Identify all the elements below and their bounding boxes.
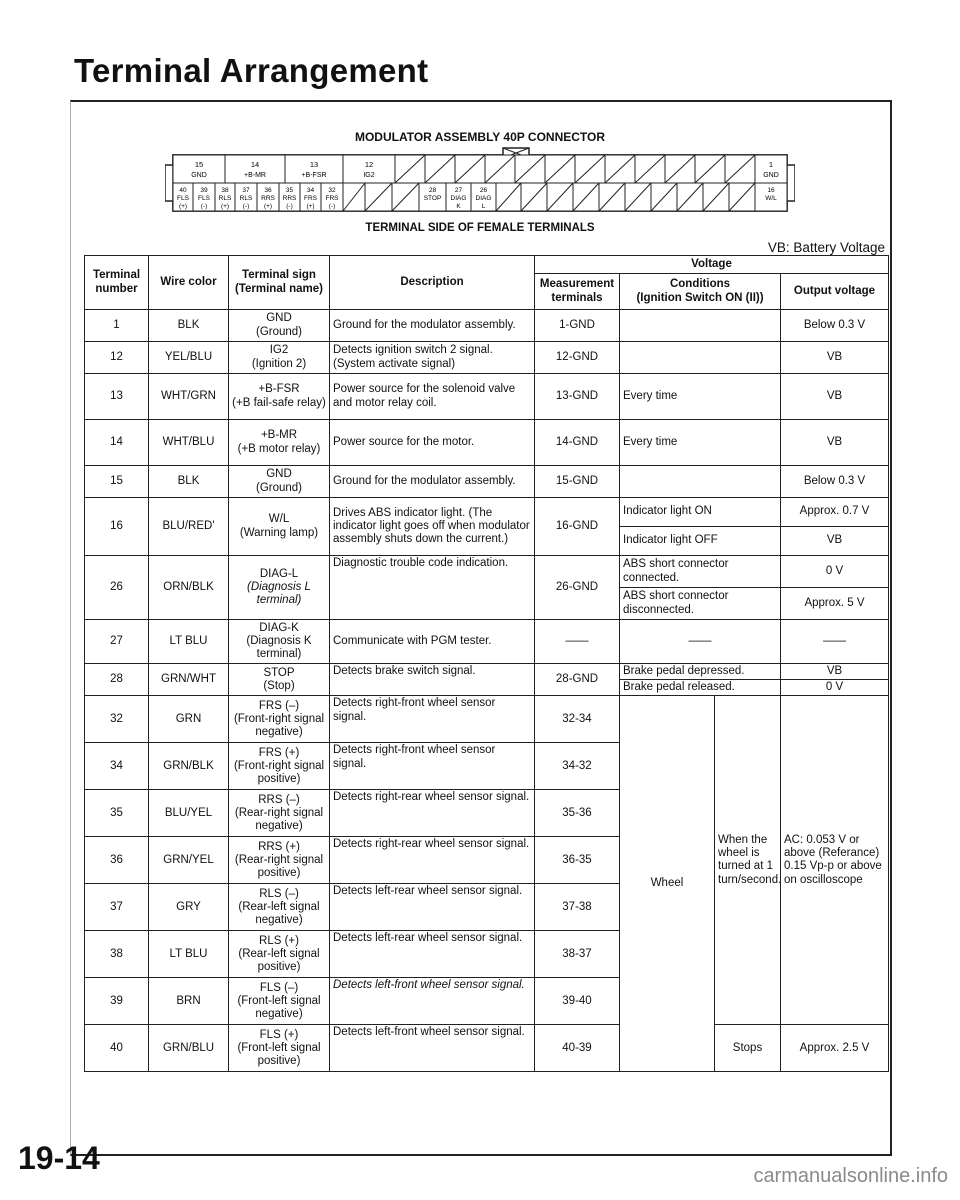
terminal-sign bbox=[229, 931, 330, 978]
sign: RRS (+) bbox=[258, 840, 300, 853]
terminal-number: 27 bbox=[85, 620, 149, 664]
sign: IG2 bbox=[269, 344, 289, 357]
table-row bbox=[85, 420, 889, 466]
sign-name: (Stop) bbox=[263, 679, 295, 692]
terminal-sign bbox=[229, 556, 330, 620]
output-voltage: Approx. 0.7 V bbox=[781, 498, 889, 527]
header-terminal-sign-line: Terminal sign bbox=[242, 269, 316, 282]
header-terminal-name-line: (Terminal name) bbox=[235, 282, 323, 295]
sign: +B-FSR bbox=[258, 383, 300, 396]
header-conditions-line: Conditions bbox=[669, 278, 731, 291]
sign-name: (Diagnosis K terminal) bbox=[246, 634, 312, 661]
cavity-number: 27 bbox=[454, 187, 463, 194]
terminal-side-label: TERMINAL SIDE OF FEMALE TERMINALS bbox=[365, 222, 595, 234]
sign: DIAG-L bbox=[259, 567, 299, 580]
condition: ABS short connector disconnected. bbox=[620, 588, 781, 620]
sign: RLS (+) bbox=[259, 934, 299, 947]
condition: ABS short connector connected. bbox=[620, 556, 781, 588]
description: Detects ignition switch 2 signal. (System activate signal) bbox=[330, 342, 535, 374]
wire-color: WHT/BLU bbox=[149, 420, 229, 466]
sign-name: (Ground) bbox=[255, 325, 303, 338]
cavity-number: 13 bbox=[309, 160, 319, 169]
output-voltage: 0 V bbox=[781, 680, 889, 696]
condition: Every time bbox=[620, 374, 781, 420]
vb-note: VB: Battery Voltage bbox=[767, 240, 885, 255]
cavity-polarity: (+) bbox=[306, 203, 315, 210]
sign-name: (Front-left signal negative) bbox=[237, 994, 321, 1021]
sign-name: (+B fail-safe relay) bbox=[232, 396, 326, 409]
cavity-number: 34 bbox=[306, 187, 315, 194]
table-row bbox=[85, 696, 889, 743]
table-row bbox=[85, 498, 889, 527]
description: Detects right-front wheel sensor signal. bbox=[330, 743, 535, 790]
cavity-number: 37 bbox=[242, 187, 250, 194]
cavity-number: 14 bbox=[250, 160, 260, 169]
table-row bbox=[85, 466, 889, 498]
description: Detects brake switch signal. bbox=[330, 664, 535, 696]
description: Diagnostic trouble code indication. bbox=[330, 556, 535, 620]
terminal-number: 40 bbox=[85, 1025, 149, 1072]
sign-name: (Rear-left signal positive) bbox=[238, 947, 320, 974]
output-voltage: VB bbox=[781, 374, 889, 420]
output-voltage: VB bbox=[781, 664, 889, 680]
terminal-sign bbox=[229, 664, 330, 696]
sign: STOP bbox=[263, 666, 295, 679]
cavity-signal: DIAG bbox=[475, 195, 492, 202]
terminal-number: 35 bbox=[85, 790, 149, 837]
wire-color: GRN/WHT bbox=[149, 664, 229, 696]
cavity-signal: RRS bbox=[282, 195, 297, 202]
description: Detects left-rear wheel sensor signal. bbox=[330, 884, 535, 931]
terminal-sign bbox=[229, 837, 330, 884]
sign: W/L bbox=[268, 513, 290, 526]
table-row bbox=[85, 556, 889, 588]
terminal-sign bbox=[229, 374, 330, 420]
sign: GND bbox=[266, 312, 292, 325]
measurement: 38-37 bbox=[535, 931, 620, 978]
terminal-sign bbox=[229, 498, 330, 556]
cavity-signal: FLS bbox=[177, 195, 189, 202]
cavity-signal: DIAG bbox=[450, 195, 467, 202]
sign: RRS (–) bbox=[258, 793, 300, 806]
terminal-sign bbox=[229, 310, 330, 342]
measurement: 35-36 bbox=[535, 790, 620, 837]
terminal-sign bbox=[229, 696, 330, 743]
page-number: 19-14 bbox=[18, 1140, 100, 1176]
cavity-polarity: K bbox=[456, 203, 461, 210]
output-voltage: Below 0.3 V bbox=[781, 466, 889, 498]
watermark: carmanualsonline.info bbox=[753, 1165, 948, 1187]
cavity-signal: FRS bbox=[304, 195, 317, 202]
header-conditions bbox=[620, 274, 781, 310]
terminal-number: 12 bbox=[85, 342, 149, 374]
wheel-turning-condition: When the wheel is turned at 1 turn/second. bbox=[715, 696, 781, 1025]
sign: RLS (–) bbox=[259, 887, 299, 900]
cavity-number: 40 bbox=[179, 187, 187, 194]
header-voltage: Voltage bbox=[535, 256, 889, 274]
table-row bbox=[85, 620, 889, 664]
terminal-number: 38 bbox=[85, 931, 149, 978]
wire-color: WHT/GRN bbox=[149, 374, 229, 420]
sign-name: (Ground) bbox=[255, 481, 303, 494]
cavity-polarity: L bbox=[481, 203, 486, 210]
cavity-number: 39 bbox=[200, 187, 208, 194]
terminal-sign bbox=[229, 790, 330, 837]
cavity-signal: FLS bbox=[198, 195, 210, 202]
sign-name: (Rear-right signal negative) bbox=[234, 806, 324, 833]
table-row bbox=[85, 310, 889, 342]
cavity-number: 35 bbox=[285, 187, 294, 194]
output-voltage: Below 0.3 V bbox=[781, 310, 889, 342]
cavity-number: 32 bbox=[328, 187, 336, 194]
header-terminal-sign bbox=[229, 256, 330, 310]
sign: +B-MR bbox=[260, 429, 298, 442]
condition: Indicator light ON bbox=[620, 498, 781, 527]
wire-color: GRN bbox=[149, 696, 229, 743]
terminal-sign bbox=[229, 342, 330, 374]
connector-diagram bbox=[165, 145, 795, 225]
cavity-signal: W/L bbox=[765, 195, 777, 202]
measurement: 15-GND bbox=[535, 466, 620, 498]
header-wire-color: Wire color bbox=[149, 256, 229, 310]
sign-name: (Front-left signal positive) bbox=[237, 1041, 321, 1068]
description: Drives ABS indicator light. (The indicator light goes off when modulator assembly shuts down the current.) bbox=[330, 498, 535, 556]
cavity-polarity: (-) bbox=[242, 203, 250, 210]
wire-color: ORN/BLK bbox=[149, 556, 229, 620]
sign-name: (Diagnosis L terminal) bbox=[247, 580, 311, 607]
sign-name: (Rear-right signal positive) bbox=[234, 853, 324, 880]
cavity-number: 12 bbox=[364, 160, 374, 169]
terminal-sign bbox=[229, 420, 330, 466]
condition: —— bbox=[620, 620, 781, 664]
sign: FRS (–) bbox=[258, 699, 300, 712]
page-title: Terminal Arrangement bbox=[74, 52, 429, 89]
condition bbox=[620, 310, 781, 342]
measurement: 16-GND bbox=[535, 498, 620, 556]
terminal-number: 39 bbox=[85, 978, 149, 1025]
cavity-polarity: (+) bbox=[178, 203, 188, 210]
wire-color: GRN/BLK bbox=[149, 743, 229, 790]
measurement: 14-GND bbox=[535, 420, 620, 466]
wheel-stops-output: Approx. 2.5 V bbox=[781, 1025, 889, 1072]
terminal-sign bbox=[229, 743, 330, 790]
output-voltage: VB bbox=[781, 527, 889, 556]
header-conditions-sub: (Ignition Switch ON (II)) bbox=[636, 291, 764, 304]
measurement: 32-34 bbox=[535, 696, 620, 743]
wire-color: GRN/YEL bbox=[149, 837, 229, 884]
description: Detects right-front wheel sensor signal. bbox=[330, 696, 535, 743]
description: Ground for the modulator assembly. bbox=[330, 310, 535, 342]
cavity-polarity: (-) bbox=[200, 203, 208, 210]
header-output-voltage: Output voltage bbox=[781, 274, 889, 310]
output-voltage: Approx. 5 V bbox=[781, 588, 889, 620]
cavity-signal: GND bbox=[191, 172, 207, 179]
measurement: 39-40 bbox=[535, 978, 620, 1025]
description: Communicate with PGM tester. bbox=[330, 620, 535, 664]
sign-name: (Warning lamp) bbox=[239, 526, 319, 539]
header-terminal-number: Terminal number bbox=[85, 256, 149, 310]
cavity-signal: STOP bbox=[423, 195, 442, 202]
description: Detects left-front wheel sensor signal. bbox=[330, 978, 535, 1025]
terminal-number: 14 bbox=[85, 420, 149, 466]
terminal-number: 32 bbox=[85, 696, 149, 743]
table-row bbox=[85, 664, 889, 680]
cavity-polarity: (-) bbox=[328, 203, 336, 210]
terminal-sign bbox=[229, 884, 330, 931]
cavity-signal: RLS bbox=[239, 195, 253, 202]
output-voltage: VB bbox=[781, 342, 889, 374]
description: Ground for the modulator assembly. bbox=[330, 466, 535, 498]
sign-name: (+B motor relay) bbox=[237, 442, 321, 455]
header-measurement: Measurement terminals bbox=[535, 274, 620, 310]
wheel-label: Wheel bbox=[620, 696, 715, 1072]
sign: FLS (+) bbox=[259, 1028, 299, 1041]
output-voltage: 0 V bbox=[781, 556, 889, 588]
measurement: 12-GND bbox=[535, 342, 620, 374]
cavity-number: 15 bbox=[194, 160, 204, 169]
sign-name: (Front-right signal negative) bbox=[233, 712, 325, 739]
wheel-turning-output: AC: 0.053 V or above (Referance) 0.15 Vp-p or above on oscilloscope bbox=[781, 696, 889, 1025]
wire-color: LT BLU bbox=[149, 931, 229, 978]
condition: Every time bbox=[620, 420, 781, 466]
sign-name: (Ignition 2) bbox=[251, 357, 307, 370]
wire-color: BLU/RED' bbox=[149, 498, 229, 556]
wire-color: GRY bbox=[149, 884, 229, 931]
sign-name: (Rear-left signal negative) bbox=[238, 900, 320, 927]
description: Detects left-front wheel sensor signal. bbox=[330, 1025, 535, 1072]
cavity-signal: +B-FSR bbox=[301, 172, 327, 179]
cavity-number: 36 bbox=[264, 187, 272, 194]
condition: Indicator light OFF bbox=[620, 527, 781, 556]
sign-name: (Front-right signal positive) bbox=[233, 759, 325, 786]
measurement: 37-38 bbox=[535, 884, 620, 931]
terminal-table bbox=[84, 255, 889, 1072]
wire-color: BRN bbox=[149, 978, 229, 1025]
terminal-number: 37 bbox=[85, 884, 149, 931]
terminal-sign bbox=[229, 978, 330, 1025]
output-voltage: VB bbox=[781, 420, 889, 466]
measurement: 13-GND bbox=[535, 374, 620, 420]
output-voltage: —— bbox=[781, 620, 889, 664]
terminal-number: 26 bbox=[85, 556, 149, 620]
description: Power source for the solenoid valve and motor relay coil. bbox=[330, 374, 535, 420]
sign: FLS (–) bbox=[259, 981, 299, 994]
measurement: 36-35 bbox=[535, 837, 620, 884]
cavity-number: 16 bbox=[767, 187, 775, 194]
cavity-signal: IG2 bbox=[363, 172, 375, 179]
description: Detects right-rear wheel sensor signal. bbox=[330, 790, 535, 837]
cavity-signal: RRS bbox=[261, 195, 275, 202]
cavity-number: 1 bbox=[768, 160, 774, 169]
header-description: Description bbox=[330, 256, 535, 310]
terminal-number: 1 bbox=[85, 310, 149, 342]
measurement: —— bbox=[535, 620, 620, 664]
wheel-stops-condition: Stops bbox=[715, 1025, 781, 1072]
cavity-signal: RLS bbox=[218, 195, 232, 202]
condition: Brake pedal depressed. bbox=[620, 664, 781, 680]
sign: FRS (+) bbox=[258, 746, 300, 759]
cavity-polarity: (+) bbox=[263, 203, 273, 210]
terminal-sign bbox=[229, 620, 330, 664]
cavity-signal: +B-MR bbox=[244, 172, 266, 179]
sign: GND bbox=[266, 468, 292, 481]
wire-color: LT BLU bbox=[149, 620, 229, 664]
cavity-number: 26 bbox=[479, 187, 488, 194]
cavity-polarity: (-) bbox=[286, 203, 293, 210]
table-row bbox=[85, 374, 889, 420]
wire-color: BLK bbox=[149, 310, 229, 342]
terminal-number: 16 bbox=[85, 498, 149, 556]
cavity-number: 28 bbox=[428, 187, 437, 194]
condition bbox=[620, 466, 781, 498]
cavity-signal: GND bbox=[763, 172, 779, 179]
cavity-signal: FRS bbox=[325, 195, 339, 202]
condition: Brake pedal released. bbox=[620, 680, 781, 696]
table-row bbox=[85, 1025, 889, 1072]
connector-title: MODULATOR ASSEMBLY 40P CONNECTOR bbox=[354, 130, 606, 144]
description: Power source for the motor. bbox=[330, 420, 535, 466]
terminal-number: 15 bbox=[85, 466, 149, 498]
terminal-number: 34 bbox=[85, 743, 149, 790]
description: Detects right-rear wheel sensor signal. bbox=[330, 837, 535, 884]
cavity-polarity: (+) bbox=[220, 203, 230, 210]
description: Detects left-rear wheel sensor signal. bbox=[330, 931, 535, 978]
wire-color: YEL/BLU bbox=[149, 342, 229, 374]
measurement: 1-GND bbox=[535, 310, 620, 342]
terminal-number: 28 bbox=[85, 664, 149, 696]
condition bbox=[620, 342, 781, 374]
table-row bbox=[85, 342, 889, 374]
measurement: 28-GND bbox=[535, 664, 620, 696]
wire-color: BLU/YEL bbox=[149, 790, 229, 837]
wire-color: GRN/BLU bbox=[149, 1025, 229, 1072]
measurement: 34-32 bbox=[535, 743, 620, 790]
sign: DIAG-K bbox=[259, 621, 299, 634]
cavity-number: 38 bbox=[221, 187, 229, 194]
terminal-number: 36 bbox=[85, 837, 149, 884]
measurement: 26-GND bbox=[535, 556, 620, 620]
terminal-number: 13 bbox=[85, 374, 149, 420]
measurement: 40-39 bbox=[535, 1025, 620, 1072]
terminal-sign bbox=[229, 466, 330, 498]
wire-color: BLK bbox=[149, 466, 229, 498]
terminal-sign bbox=[229, 1025, 330, 1072]
